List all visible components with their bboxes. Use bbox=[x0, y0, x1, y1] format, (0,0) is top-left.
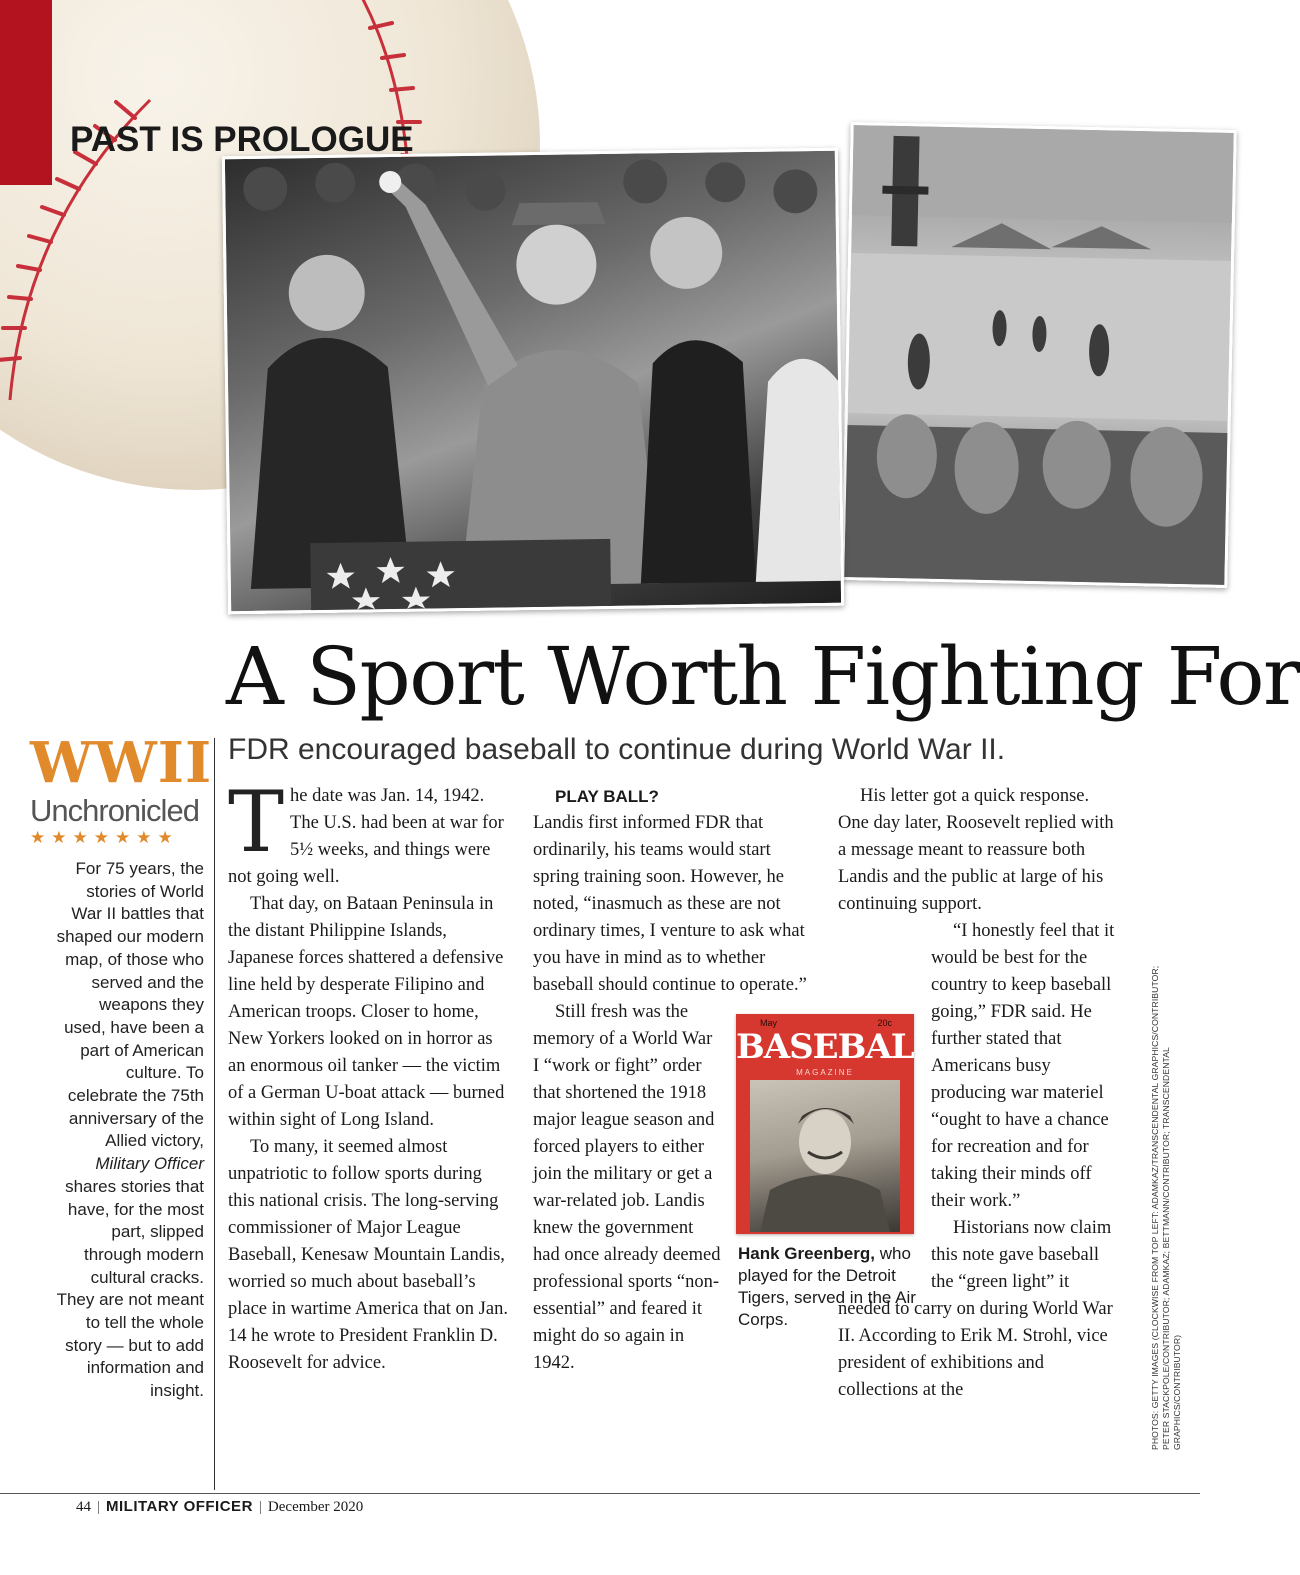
article-paragraph: “I honestly feel that it would be best for the country to keep baseball going,” FDR said. He further stated that Americans busy producing war materiel “ought to have a chance for recreation and for taking their minds off their work.” bbox=[931, 921, 1115, 1211]
footer-date: December 2020 bbox=[267, 1499, 364, 1515]
baseball-magazine-cover bbox=[736, 1014, 937, 1234]
article-paragraph: That day, on Bataan Peninsula in the distant Philippine Islands, Japanese forces shattered a defensive line held by desperate Filipino and American troops. Closer to home, New Yorkers looked on in horror as an enormous oil tanker — the victim of a German U-boat attack — burned within sight of Long Island. bbox=[228, 894, 505, 1130]
wwii-logo-stars: ★★★★★★★ bbox=[30, 828, 179, 848]
sidebar-intro-magazine: Military Officer bbox=[95, 1154, 204, 1174]
page-footer bbox=[76, 1497, 363, 1517]
page-number: 44 bbox=[76, 1499, 91, 1515]
drop-cap: T bbox=[228, 773, 285, 871]
section-label-rest: IS PROLOGUE bbox=[160, 120, 414, 159]
magazine-price: 20c bbox=[877, 1018, 892, 1028]
magazine-month: May bbox=[760, 1018, 778, 1028]
article-column-1 bbox=[228, 773, 513, 1377]
baseball-camp-photo bbox=[841, 122, 1237, 588]
deck-subtitle: FDR encouraged baseball to continue during World War II. bbox=[228, 733, 1006, 766]
article-paragraph: Landis first informed FDR that ordinarily, his teams would start spring training soon. However, he noted, “inasmuch as these are not ordinary times, I venture to ask what you have in mind as to whether baseball should continue to operate.” bbox=[533, 813, 807, 995]
sidebar-intro-text: For 75 years, the stories of World War II battles that shaped our modern map, of those who served and the weapons they used, have been a part of American culture. To celebrate the 75th anniversary of the Allied victory, bbox=[56, 859, 204, 1151]
photo-credits: PHOTOS: GETTY IMAGES (CLOCKWISE FROM TOP LEFT: ADAMKAZ/TRANSCENDENTAL GRAPHICS/CONTRIBUTOR; PETER STACKPOLE/CONTRIBUTOR; ADAMKAZ; BETTMANN/CONTRIBUTOR; TRANSCENDENTAL GRAPHICS/CONTRIBUTOR) bbox=[1150, 965, 1182, 1450]
footer-rule bbox=[0, 1493, 1200, 1494]
photo-caption bbox=[738, 1243, 918, 1331]
wwii-logo-subtitle: Unchronicled bbox=[30, 793, 199, 828]
article-paragraph: To many, it seemed almost unpatriotic to follow sports during this national crisis. The long-serving commissioner of Major League Baseball, Kenesaw Mountain Landis, worried so much about baseball’s place in wartime America that on Jan. 14 he wrote to President Franklin D. Roosevelt for advice. bbox=[228, 1137, 508, 1373]
fdr-first-pitch-photo bbox=[222, 148, 844, 615]
caption-text: who played for the Detroit Tigers, served in the Air Corps. bbox=[738, 1244, 916, 1329]
article-paragraph: His letter got a quick response. One day later, Roosevelt replied with a message meant to reassure both Landis and the public at large of his continuing support. bbox=[838, 786, 1114, 914]
magazine-subtitle: MAGAZINE bbox=[796, 1068, 854, 1077]
footer-separator: | bbox=[97, 1499, 101, 1515]
headline: A Sport Worth Fighting For bbox=[226, 630, 1300, 723]
red-accent-bar bbox=[0, 0, 52, 185]
article-subhead: PLAY BALL? bbox=[555, 787, 659, 806]
sidebar-divider bbox=[214, 738, 215, 1490]
sidebar-intro bbox=[56, 858, 204, 1403]
wwii-logo-title: WWII bbox=[30, 730, 213, 796]
section-label-bold: PAST bbox=[70, 120, 161, 159]
article-paragraph: Historians now claim this note gave baseball the “green light” it needed to carry on during World War II. According to Erik M. Strohl, vice president of exhibitions and collections at the bbox=[838, 1218, 1113, 1400]
article-paragraph: he date was Jan. 14, 1942. The U.S. had been at war for 5½ weeks, and things were not going well. bbox=[228, 786, 504, 887]
sidebar-intro-text-end: shares stories that have, for the most part, slipped through modern cultural cracks. They are not meant to tell the whole story — but to add information and insight. bbox=[56, 1176, 204, 1401]
footer-separator: | bbox=[258, 1499, 262, 1515]
caption-name: Hank Greenberg, bbox=[738, 1244, 875, 1263]
footer-magazine-name: MILITARY OFFICER bbox=[106, 1498, 253, 1515]
greenberg-photo bbox=[750, 1080, 900, 1232]
article-paragraph: Still fresh was the memory of a World War I “work or fight” order that shortened the 1918 major league season and forced players to either join the military or get a war-related job. Landis knew the government had once already deemed professional sports “non-essential” and feared it might do so again in 1942. bbox=[533, 1002, 721, 1373]
magazine-title: BASEBALL bbox=[736, 1027, 937, 1067]
section-label bbox=[70, 120, 414, 160]
